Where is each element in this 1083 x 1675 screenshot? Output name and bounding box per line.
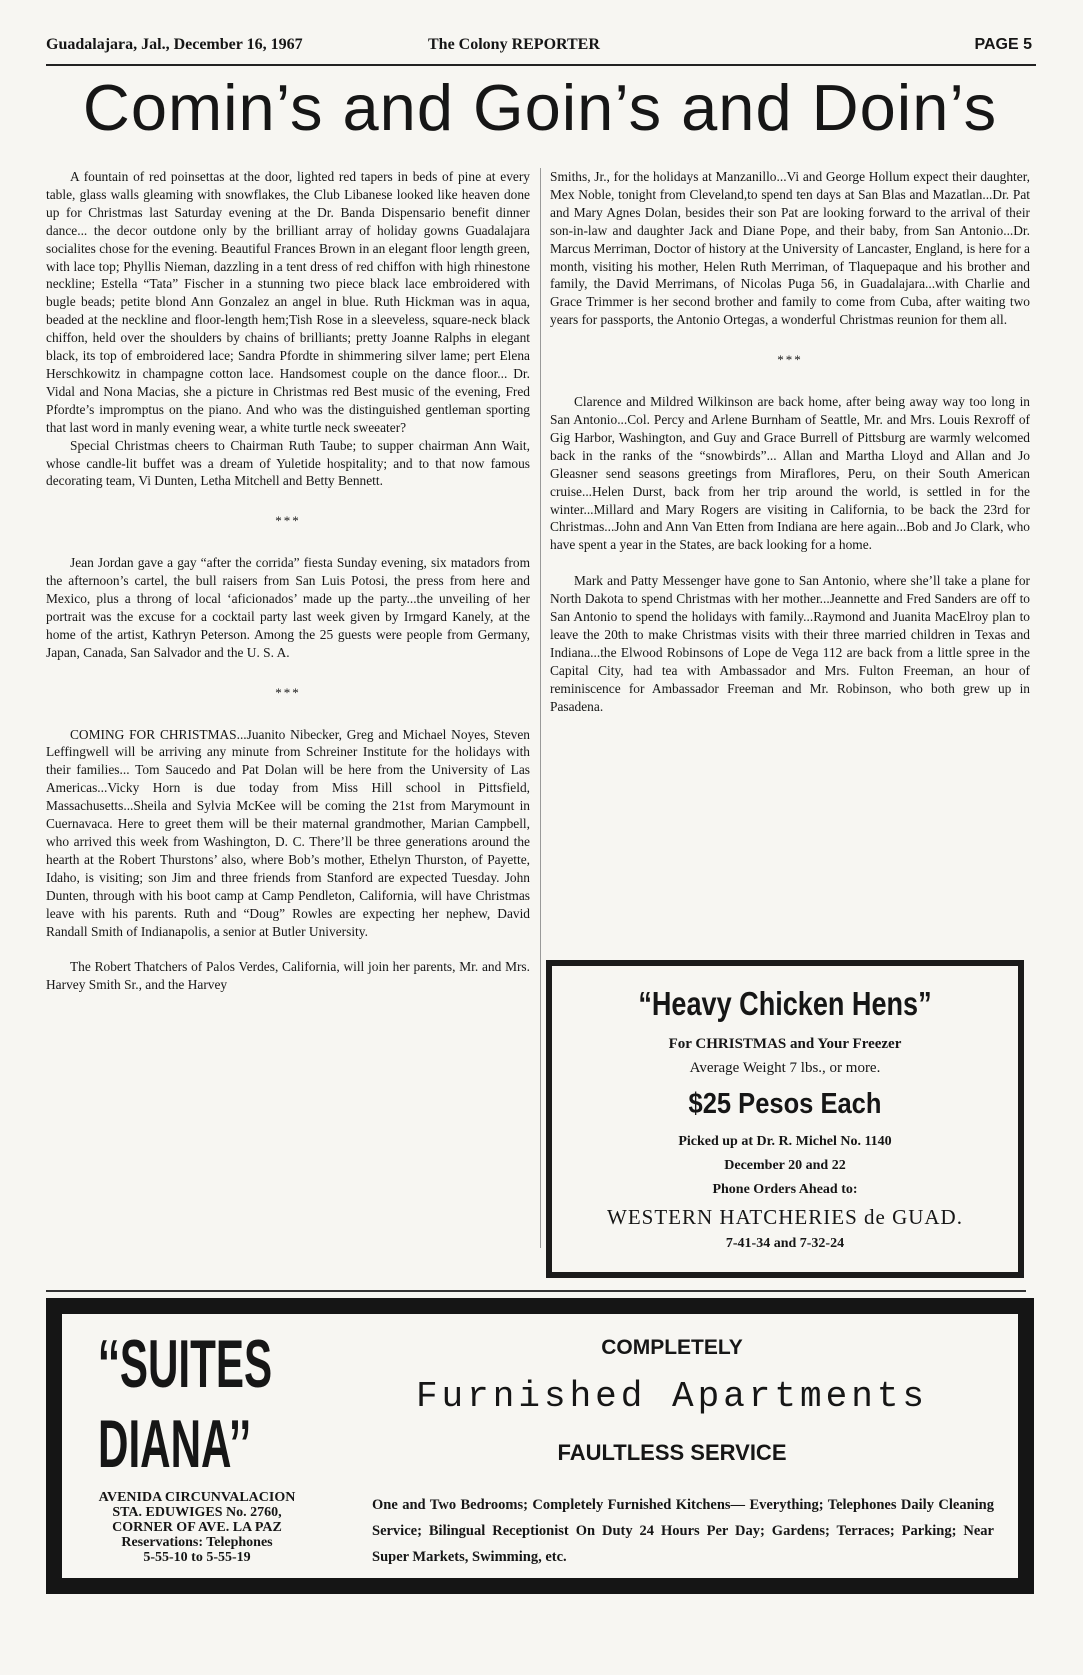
ad-title: “Heavy Chicken Hens”: [638, 985, 932, 1022]
page-number: PAGE 5: [974, 36, 1032, 53]
section-separator: ***: [275, 684, 301, 700]
left-column: [46, 168, 530, 994]
article-paragraph: Jean Jordan gave a gay “after the corrida” fiesta Sunday evening, six matadors from the afternoon’s cartel, the bull raisers from San Luis Potosi, the press from here and Mexico, plus a throng of local ‘aficionados’ made up the party...the unveiling of her portrait was the excuse for a cocktail party last week given by Irmgard Kanely, at the home of the artist, Kathryn Peterson. Among the 25 guests were people from Germany, Japan, Canada, San Salvador and the U. S. A.: [46, 555, 530, 660]
ad-heading: FAULTLESS SERVICE: [557, 1440, 787, 1465]
ad-headline-block: [362, 1334, 982, 1468]
suites-diana-advertisement: [46, 1298, 1034, 1594]
article-paragraph: Mark and Patty Messenger have gone to San Antonio, where she’ll take a plane for North Dakota to spend Christmas with her mother...Jeannette and Fred Sanders are off to San Antonio to spend the holidays with family...Raymond and Juanita MacElroy plan to leave the 20th to make Christmas visits with their three married children in Texas and Indiana...the Elwood Robinsons of Lope de Vega 112 are back from a little spree in the Capital City, had tea with Ambassador and Mrs. Fulton Freeman, an hour of reminiscence for Ambassador Freeman and Mr. Robinson, who both grew up in Pasadena.: [550, 573, 1030, 714]
article-paragraph: COMING FOR CHRISTMAS...Juanito Nibecker, Greg and Michael Noyes, Steven Leffingwell will be arriving any minute from Schreiner Institute for the holidays with their families... Tom Saucedo and Pat Dolan will be here from the University of Las Americas...Vicky Horn is due today from Miss Hill school in Pittsfield, Massachusetts...Sheila and Sylvia McKee will be coming the 21st from Marymount in Cuernavaca. Here to greet them will be their maternal grandmother, Marian Campbell, who arrived this week from Washington, D. C. There’ll be three generations around the hearth at the Robert Thurstons’ also, where Bob’s mother, Ethelyn Thurston, of Payette, Idaho, is visiting; son Jim and three friends from Stanford are expected Tuesday. John Dunten, through with his boot camp at Camp Pendleton, California, will have Christmas leave with his parents. Ruth and “Doug” Rowles are expecting her nephew, David Randall Smith of Indianapolis, a senior at Butler University.: [46, 726, 530, 939]
ad-description: One and Two Bedrooms; Completely Furnished Kitchens— Everything; Telephones Daily Cleaning Service; Bilingual Receptionist On Duty 24 Hours Per Day; Gardens; Terraces; Parking; Near Super Markets, Swimming, etc.: [372, 1497, 994, 1565]
horizontal-divider: [46, 1290, 1026, 1292]
ad-company-name: WESTERN HATCHERIES de GUAD.: [607, 1205, 963, 1229]
chicken-hens-advertisement: [546, 960, 1024, 1278]
ad-business-name: ‘‘SUITES DIANA’’: [98, 1326, 273, 1482]
article-paragraph: Clarence and Mildred Wilkinson are back home, after being away way too long in San Antonio...Col. Percy and Arlene Burnham of Seattle, Mr. and Mrs. Louis Rexroff of Gig Harbor, Washington, and Guy and Grace Burrell of Pittsburg are warmly welcomed back in the ranks of the “snowbirds”... Allan and Martha Lloyd and Allan and Jo Gleasner send seasons greetings from Miraflores, Peru, on their South American cruise...Helen Durst, back from her trip around the world, is settled in for the winter...Millard and Mary Rogers are visiting in California, to be back the 23rd for Christmas...John and Ann Van Etten from Indiana are here again...Bob and Jo Clark, who have spent a year in the States, are back looking for a home.: [550, 394, 1030, 553]
column-divider: [540, 168, 541, 1248]
article-paragraph: The Robert Thatchers of Palos Verdes, California, will join her parents, Mr. and Mrs. Harvey Smith Sr., and the Harvey: [46, 959, 530, 993]
masthead: [46, 34, 1036, 66]
ad-phone-numbers: 7-41-34 and 7-32-24: [725, 1236, 845, 1251]
ad-line: Average Weight 7 lbs., or more.: [689, 1060, 881, 1076]
section-separator: ***: [275, 513, 301, 529]
ad-line: For CHRISTMAS and Your Freezer: [668, 1036, 902, 1052]
section-separator: ***: [777, 352, 803, 368]
ad-line: Phone Orders Ahead to:: [712, 1182, 858, 1197]
dateline: Guadalajara, Jal., December 16, 1967: [46, 36, 303, 53]
article-paragraph: Smiths, Jr., for the holidays at Manzanillo...Vi and George Hollum expect their daughter, Mex Noble, tonight from Cleveland,to spend ten days at San Blas and Mazatlan...Dr. Pat and Mary Agnes Dolan, besides their son Pat are looking forward to the arrival of their son-in-law and daughter Jack and Diane Pope, and their baby, from San Antonio...Dr. Marcus Merriman, Doctor of history at the University of Lancaster, England, is here for a month, visiting his mother, Helen Ruth Merriman, of Tlaquepaque and his brother and family, the David Merrimans, of Nicolas Puga 56, in Guadalajara...with Charlie and Grace Trimmer is her second brother and family to come from Cuba, after waiting two years for passports, the Antonio Ortegas, a wonderful Christmas reunion for them all.: [550, 169, 1030, 328]
article-paragraph: Special Christmas cheers to Chairman Ruth Taube; to supper chairman Ann Wait, whose candle-lit buffet was a dream of Yuletide hospitality; and to that now famous decorating team, Vi Dunten, Letha Mitchell and Betty Bennett.: [46, 437, 530, 489]
ad-line: December 20 and 22: [724, 1158, 846, 1173]
article-paragraph: A fountain of red poinsettas at the door, lighted red tapers in beds of pine at every table, glass walls gleaming with snowflakes, the Club Libanese looked like heaven done up for Christmas last Saturday evening at the Dr. Banda Dispensario benefit dinner dance... the decor outdone only by the brilliant array of holiday gowns Guadalajara socialites chose for the evening. Beautiful Frances Brown in an elegant floor length green, with lace top; Phyllis Nieman, dazzling in a tent dress of red chiffon with high rhinestone neckline; Estella “Tata” Fischer in a stunning two piece black lace embroidered with bugle beads; petite blond Ann Gonzalez an angel in blue. Ruth Hickman was in aqua, beaded at the neckline and floor-length hem;Tish Rose in a sleeveless, square-neck black chiffon, held over the shoulders by chains of brilliants; pretty Joanne Ralphs in elegant black, its top of embroidered lace; Sandra Pfordte in shimmering silver lame; pert Elena Herschkowitz in champagne cotton lace. Handsomest couple on the dance floor... Dr. Vidal and Nona Macias, she a picture in Christmas red Best music of the evening, Fred Pfordte’s impromptus on the piano. And who was the distinguished gentleman sporting that last word in manly evening wear, a white turtle neck sweeater?: [46, 169, 530, 435]
ad-address: AVENIDA CIRCUNVALACION STA. EDUWIGES No. 2760, CORNER OF AVE. LA PAZ Reservations: Telephones 5-55-10 to 5-55-19: [98, 1490, 296, 1565]
ad-price: $25 Pesos Each: [688, 1088, 882, 1120]
ad-line: Picked up at Dr. R. Michel No. 1140: [678, 1134, 892, 1149]
publication-name: The Colony REPORTER: [428, 36, 600, 53]
ad-heading: Furnished Apartments: [415, 1376, 929, 1417]
right-column: [550, 168, 1030, 715]
page-headline: Comin’s and Goin’s and Doin’s: [82, 71, 998, 144]
ad-heading: COMPLETELY: [601, 1336, 743, 1359]
